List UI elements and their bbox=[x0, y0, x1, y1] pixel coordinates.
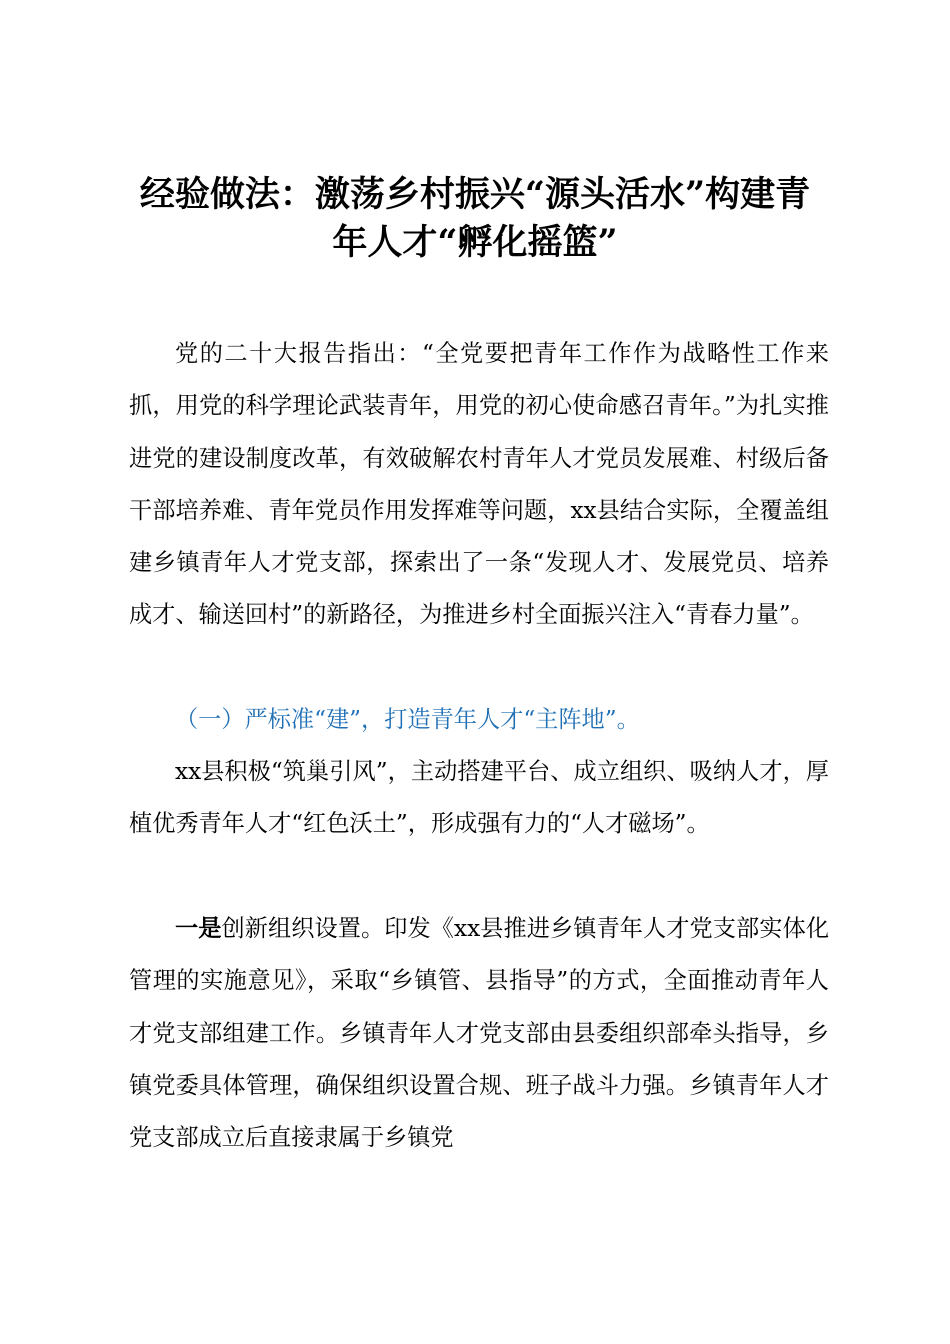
document-title-line-2: 年人才“孵化摇篮” bbox=[332, 222, 618, 263]
section-paragraph: xx县积极“筑巢引风”，主动搭建平台、成立组织、吸纳人才，厚植优秀青年人才“红色沃土”，形成强有力的“人才磁场”。 bbox=[129, 758, 829, 838]
measure-paragraph bbox=[129, 903, 829, 1164]
intro-paragraph: 党的二十大报告指出：“全党要把青年工作作为战略性工作来抓，用党的科学理论武装青年，用党的初心使命感召青年。”为扎实推进党的建设制度改革，有效破解农村青年人才党员发展难、村级后备干部培养难、青年党员作用发挥难等问题，xx县结合实际，全覆盖组建乡镇青年人才党支部，探索出了一条“发现人才、发展党员、培养成才、输送回村”的新路径，为推进乡村全面振兴注入“青春力量”。 bbox=[129, 340, 829, 629]
document-title-line-1: 经验做法：激荡乡村振兴“源头活水”构建青 bbox=[139, 174, 811, 215]
section-heading: （一）严标准“建”，打造青年人才“主阵地”。 bbox=[175, 706, 640, 733]
measure-lead: 一是 bbox=[175, 915, 222, 942]
measure-text: 创新组织设置。印发《xx县推进乡镇青年人才党支部实体化管理的实施意见》，采取“乡镇管、县指导”的方式，全面推动青年人才党支部组建工作。乡镇青年人才党支部由县委组织部牵头指导，乡镇党委具体管理，确保组织设置合规、班子战斗力强。乡镇青年人才党支部成立后直接隶属于乡镇党 bbox=[129, 915, 830, 1152]
